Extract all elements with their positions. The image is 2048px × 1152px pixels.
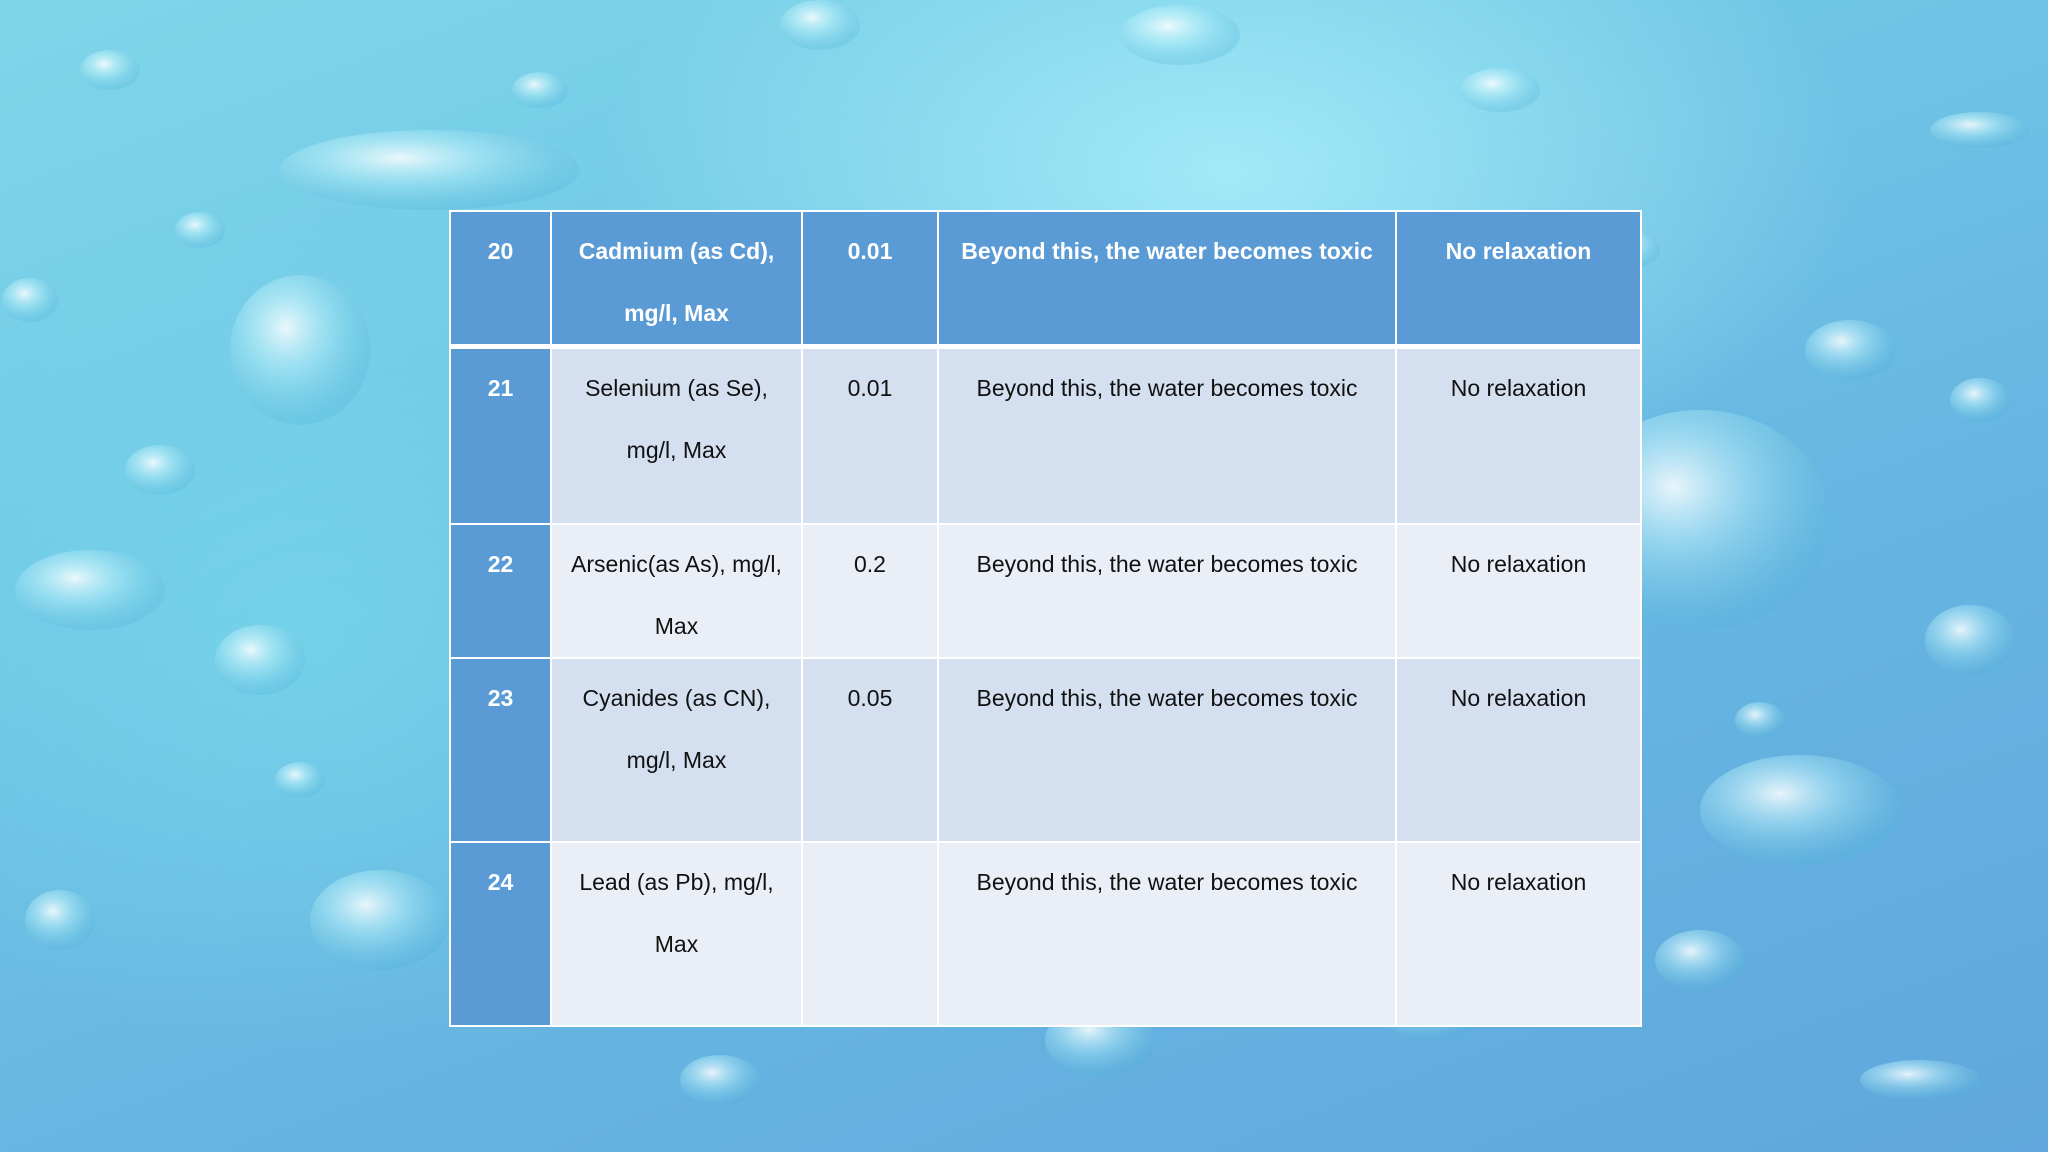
limit-cell: 0.05 — [802, 658, 938, 842]
limit-cell: 0.2 — [802, 524, 938, 658]
effect-cell: Beyond this, the water becomes toxic — [938, 347, 1396, 524]
table-row — [450, 658, 1641, 842]
parameter-cell: Cadmium (as Cd), mg/l, Max — [551, 211, 802, 347]
parameter-cell: Selenium (as Se), mg/l, Max — [551, 347, 802, 524]
effect-cell: Beyond this, the water becomes toxic — [938, 658, 1396, 842]
parameter-cell: Arsenic(as As), mg/l, Max — [551, 524, 802, 658]
parameter-cell: Cyanides (as CN), mg/l, Max — [551, 658, 802, 842]
row-number: 22 — [450, 524, 551, 658]
relaxation-cell: No relaxation — [1396, 842, 1641, 1026]
row-number: 23 — [450, 658, 551, 842]
table-row — [450, 524, 1641, 658]
effect-cell: Beyond this, the water becomes toxic — [938, 211, 1396, 347]
table-row — [450, 842, 1641, 1026]
water-quality-table — [449, 210, 1642, 1027]
limit-cell: 0.01 — [802, 347, 938, 524]
table-row — [450, 347, 1641, 524]
row-number: 21 — [450, 347, 551, 524]
limit-cell: 0.01 — [802, 211, 938, 347]
parameter-cell: Lead (as Pb), mg/l, Max — [551, 842, 802, 1026]
relaxation-cell: No relaxation — [1396, 211, 1641, 347]
relaxation-cell: No relaxation — [1396, 658, 1641, 842]
limit-cell — [802, 842, 938, 1026]
effect-cell: Beyond this, the water becomes toxic — [938, 524, 1396, 658]
relaxation-cell: No relaxation — [1396, 347, 1641, 524]
effect-cell: Beyond this, the water becomes toxic — [938, 842, 1396, 1026]
table-row — [450, 211, 1641, 347]
row-number: 20 — [450, 211, 551, 347]
relaxation-cell: No relaxation — [1396, 524, 1641, 658]
row-number: 24 — [450, 842, 551, 1026]
